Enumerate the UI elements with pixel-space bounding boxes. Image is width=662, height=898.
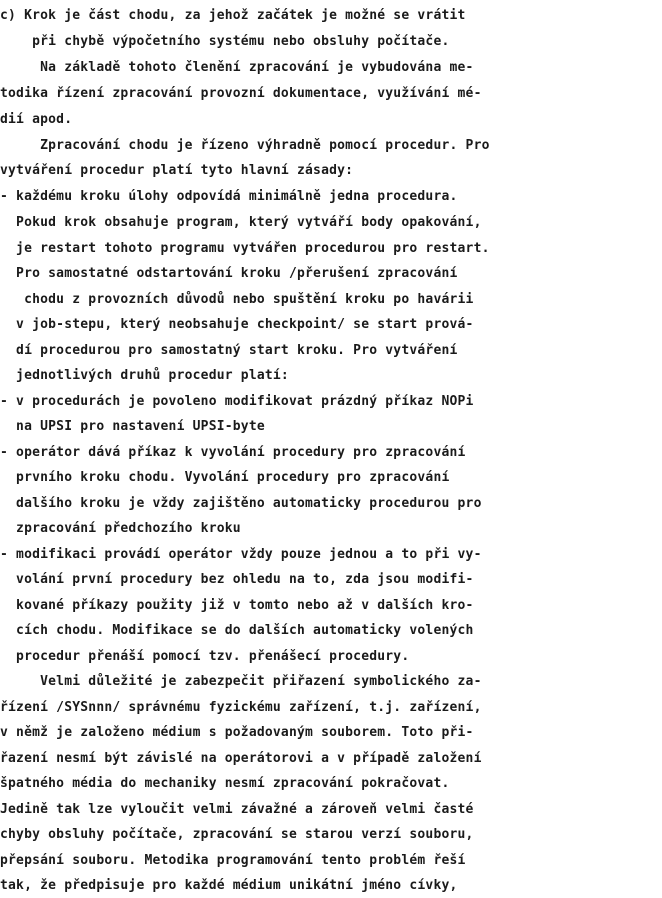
text-line: chodu z provozních důvodů nebo spuštění kroku po havárii [0, 292, 474, 307]
text-line: dí procedurou pro samostatný start kroku. Pro vytváření [0, 343, 458, 358]
text-line: todika řízení zpracování provozní dokumentace, využívání mé- [0, 86, 482, 101]
text-line: jednotlivých druhů procedur platí: [0, 368, 289, 383]
text-line: - každému kroku úlohy odpovídá minimálně jedna procedura. [0, 189, 458, 204]
text-line: Na základě tohoto členění zpracování je vybudována me- [0, 60, 474, 75]
text-line: řazení nesmí být závislé na operátorovi a v případě založení [0, 751, 482, 766]
text-line: Pro samostatné odstartování kroku /přerušení zpracování [0, 266, 458, 281]
text-line: kované příkazy použity již v tomto nebo až v dalších kro- [0, 598, 474, 613]
text-line: chyby obsluhy počítače, zpracování se starou verzí souboru, [0, 827, 474, 842]
text-line: Zpracování chodu je řízeno výhradně pomocí procedur. Pro [0, 138, 490, 153]
text-line: při chybě výpočetního systému nebo obsluhy počítače. [0, 34, 450, 49]
text-line: Jedině tak lze vyloučit velmi závažné a zároveň velmi časté [0, 802, 474, 817]
text-line: špatného média do mechaniky nesmí zpracování pokračovat. [0, 776, 450, 791]
text-line: prvního kroku chodu. Vyvolání procedury pro zpracování [0, 470, 450, 485]
text-line: v job-stepu, který neobsahuje checkpoint/ se start prová- [0, 317, 474, 332]
text-line: vytváření procedur platí tyto hlavní zásady: [0, 163, 354, 178]
text-line: je restart tohoto programu vytvářen procedurou pro restart. [0, 241, 490, 256]
text-line: - operátor dává příkaz k vyvolání procedury pro zpracování [0, 445, 466, 460]
text-line: - modifikaci provádí operátor vždy pouze jednou a to při vy- [0, 547, 482, 562]
text-line: cích chodu. Modifikace se do dalších automaticky volených [0, 623, 474, 638]
text-line: v němž je založeno médium s požadovaným souborem. Toto při- [0, 725, 474, 740]
text-line: na UPSI pro nastavení UPSI-byte [0, 419, 265, 434]
text-line: přepsání souboru. Metodika programování tento problém řeší [0, 853, 466, 868]
text-line: - v procedurách je povoleno modifikovat prázdný příkaz NOPi [0, 394, 474, 409]
text-line: c) Krok je část chodu, za jehož začátek je možné se vrátit [0, 8, 466, 23]
text-line: zpracování předchozího kroku [0, 521, 241, 536]
text-line: procedur přenáší pomocí tzv. přenášecí procedury. [0, 649, 410, 664]
text-line: dalšího kroku je vždy zajištěno automaticky procedurou pro [0, 496, 482, 511]
text-line: Velmi důležité je zabezpečit přiřazení symbolického za- [0, 674, 482, 689]
text-line: Pokud krok obsahuje program, který vytváří body opakování, [0, 215, 482, 230]
text-line: řízení /SYSnnn/ správnému fyzickému zařízení, t.j. zařízení, [0, 700, 482, 715]
text-line: tak, že předpisuje pro každé médium unikátní jméno cívky, [0, 878, 458, 893]
text-line: volání první procedury bez ohledu na to, zda jsou modifi- [0, 572, 474, 587]
text-line: dií apod. [0, 112, 73, 127]
